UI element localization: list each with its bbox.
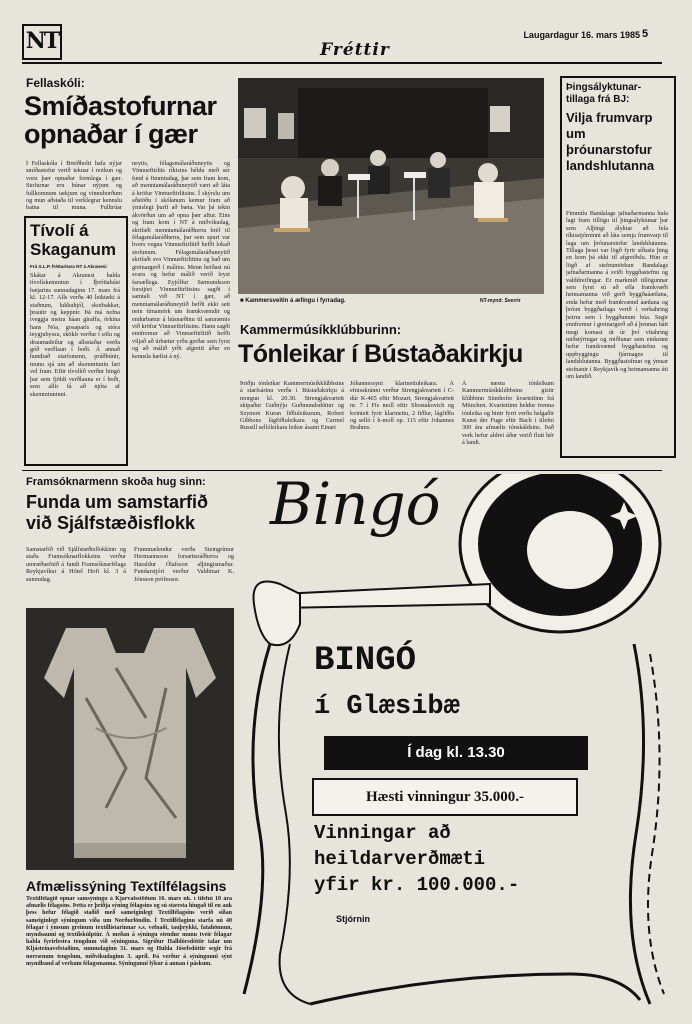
caption-bullet: ■ [240, 298, 246, 304]
article-body: Samstarfið við Sjálfstæðisflokkinn og staða Framsóknarflokksins verður umræðuefnið á fundi Framsóknarfélags Reykjavíkur á Hótel Hofi kl. 3 á sunnudag. [26, 546, 126, 583]
photo-credit: NT-mynd: Sverrir [480, 298, 521, 304]
kicker-line: Þingsályktunar- [566, 82, 642, 93]
bingo-advertisement [240, 470, 672, 1014]
headline-line: Funda um samstarfið [26, 492, 209, 512]
article-body: Textílfélagið opnar samsýningu á Kjarvalsstöðum 16. mars nk. í tilefni 10 ára afmælis félagsins. Þetta er þriðja sýning félagsins og sú stærsta hingað til en auk þess hefur félagið staðið með sameiginlegt Textílfélagsins verið síðan sameiginlegt sýningum víða um Norðurlöndin. Í Textílfélaginu starfa nú 40 félagar í ýmsum greinum textíllistarinnar s.s. vefnaði, tauþrykki, fatahönnun, myndsaumi og textílskúlptúr. Á meðan á sýningu stendur munu tveir félagar halda fyrirlestra tengdum við sýninguna. Sigríður Halldórsdóttir talar um Kljásteinavefstaðinn, sunnudaginn 31. mars og Hulda Jósefsdóttir segir frá norrænum tengslum, miðvikudaginn 3. apríl. Þá verður á sýningunni sýnt myndband af verkum félagsmanna. Sýningunni lýkur á annan í páskum. [26, 896, 232, 967]
textile-garment-illustration [26, 608, 234, 870]
newspaper-logo: NT [22, 24, 62, 60]
headline-line: Smíðastofurnar [24, 91, 217, 121]
rehearsal-scene-illustration [238, 78, 544, 294]
headline-line: opnaðar í gær [24, 119, 198, 149]
page-number: 5 [642, 28, 649, 40]
article-body: neytis, félagsmálaráðuneytis og Vinnueftirlits ríkisins héldu með sér fund á fimmtudag, þar sem fram kom, að menntamálaráðuneytið væri að láta á kröfur Vinnueftirlitsins. Í skýrslu um aðstöðu í skólanum kemur fram að ýmislegt þurfi að bæta. Var þá tekin ákvörðun um að opna þær aftur. Eins og fram kom í NT á miðvikudag, skrifaði menntamálaráðherra bréf til félagsmálaráðherra, þar sem spurt var hvers vegna Vinnueftirlitið hefði lokað stofunum. Félagsmálaráðuneytið skrifaði svo Vinnueftirlitinu og bað um greinargerð í málinu. Menn beiðast nú svara og hefur málið verið leyst farsællega. Eyjólfur Sæmundsson forstjóri Vinnueftirlitsins sagði í samtali við NT í gær, að menntamálaráðuneytið hefði ekki sett nein tímamörk um framkvæmdir og endurbætur á húsnæðinu til samræmis við kröfur Vinnueftirlitsins. Hann sagði ennfremur að Vinnueftirlitið hefði viljað að úrbætur yrðu gerðar sem fyrst og að málið yrði afgreitt áður en kennsla hæfist á ný. [132, 160, 230, 360]
article-body: Skátar á Akranesi halda tívolískemmtun í Íþróttahúsi bæjarins sunnudaginn 17. mars frá kl. 12-17. Alls verða 40 leiktæki á staðnum, lukkuhjól, skotbakkar, þrautir og keppnir. Þá má nefna tveggja metra háan gíraffa, örkina hans Nóa, gosaparís og stóra teygjubyssu, sköklr verður í sölu og draumadeilur og allsstaðar verða góð verðlaun í boði. Á annað hundrað starfsmenn, prúðbúnir, munu sjá um að skemmtunin fari vel fram. Eftir tívolíið verður bingó þar sem fjöldi verðlauna er í boði, sem allir fá að njóta af skemmtuninni. [30, 272, 120, 398]
article-kicker: Framsóknarmenn skoða hug sinn: [26, 476, 206, 488]
textile-artwork-photo [26, 608, 234, 870]
caption-text: Kammersveitin á æfingu í fyrradag. [245, 298, 346, 304]
article-headline: Vilja frumvarp um þróunarstofur landshlutanna [566, 110, 655, 173]
article-byline: Frá S.L.P. fréttaritara NT á Akranesi [30, 264, 107, 269]
chamber-ensemble-photo [238, 78, 544, 294]
headline-line: Tívolí á [30, 221, 89, 240]
bingo-time-banner: Í dag kl. 13.30 [324, 736, 588, 770]
article-body: Í Fellaskóla í Breiðholti hafa nýjar smíðastofur verið teknar í notkun og voru þær opnaðar formlega í gær. Stofurnar eru búnar nýjum og fullkomnum tækjum og vinnuborðum og mun aðstaða til verklegrar kennslu batna til muna. Fulltrúar [26, 160, 122, 212]
bingo-location: í Glæsibæ [314, 692, 460, 722]
article-body: Frummælendur verða Steingrímur Hermannsson forsætisráðherra og Haraldur Ólafsson alþingismaður. Fundarstjóri verður Valdimar K. Jónsson prófessor. [134, 546, 234, 583]
article-body: Jóhannessyni klarinettuleikara. Á efnisskránni verður Strengjakvartett í C-dúr K-465 eftir Mozart, Strengjakvartett nr. 7 í Fís moll eftir Shostakovich og kvintett fyrir klarinettu, 2 fiðlur, lágfiðlu og selló í h-moll op. 115 eftir Johannes Brahms. [350, 380, 454, 432]
article-body: Fimmtíu Bandalags jafnaðarmanna hafa lagt fram tillögu til þingsályktunar þar sem Alþingi ályktar að fela ríkisstjórninni að láta semja frumvarp til laga um þróunarstofur landshlutanna. Tillaga þessi var lögð fyrir síðasta þing en kom þá ekki til afgreiðslu. Hún er lögð af stefnumörkun Bandalags jafnaðarmanna á sviði byggðastefnu og valddreifingar. Er markmið tillögunnar sem fyrst sú að efla framkvæði heimamanna við gerð byggðaáætlana, enda hefur með framkvæmd áætlana og þróun byggðarlaga verið í verkahring þeirra sem í byggðunum búa. Segir ennfremur í greinargerð að á þennan hátt megi komast út úr því vítahring miðstýringar og miðlunar sem einkennt hefur framkvæmd byggðastefnu og uppbyggingu fjármagns til landshlutanna. Byggðastofnun og ýmsar stofnanir í Reykjavík og heimamanna úti um landið. [566, 210, 668, 380]
prize-line: Vinningar að [314, 822, 451, 844]
bingo-prize-total [314, 820, 519, 898]
article-body: Þriðju tónleikar Kammermúsíkklúbbsins á starfsárinu verða í Bústaðakirkju á morgun kl. 20.30. Strengjakvartett skipaður Guðnýju Guðmundsdóttur og Szymon Kuran fiðluleikurum, Robert Gibbons lágfiðluleikara og Carmel Russill sellóleikara leikur ásamt Einari [240, 380, 344, 432]
headline-line: Skaganum [30, 240, 116, 259]
prize-line: heildarverðmæti [314, 848, 486, 870]
article-headline: Tónleikar í Bústaðakirkju [238, 340, 523, 368]
article-headline [24, 92, 234, 148]
bingo-script-title: Bingó [270, 470, 441, 538]
article-kicker [566, 82, 641, 106]
article-kicker: Fellaskóli: [26, 76, 85, 90]
article-kicker: Kammermúsíkklúbburinn: [240, 322, 402, 337]
bingo-sponsor: Stjórnin [336, 914, 370, 924]
masthead-rule [22, 62, 662, 64]
prize-line: yfir kr. 100.000.- [314, 874, 520, 896]
bingo-word: BINGÓ [314, 642, 417, 680]
section-title: Fréttir [320, 40, 390, 60]
kicker-line: tillaga frá BJ: [566, 94, 630, 105]
article-headline: Afmælissýning Textílfélagsins [26, 878, 227, 894]
dateline: Laugardagur 16. mars 1985 [523, 30, 640, 40]
article-body: Á næstu tónleikum Kammermúsíkklúbbsins gistir klúbbinn Sinnhofer kvartettinn frá München. Kvartettinn heldur tvenna tónleika og hinir fyrri verða helgaðir Kunst der Fuge eftir Bach í tilefni 300 ára afmælis tónskáldsins. Það verk hefur aldrei áður verið flutt hér á landi. [462, 380, 554, 447]
bingo-top-prize: Hæsti vinningur 35.000.- [312, 778, 578, 816]
headline-line: við Sjálfstæðisflokk [26, 513, 196, 533]
article-headline [30, 221, 116, 259]
article-headline [26, 492, 238, 534]
